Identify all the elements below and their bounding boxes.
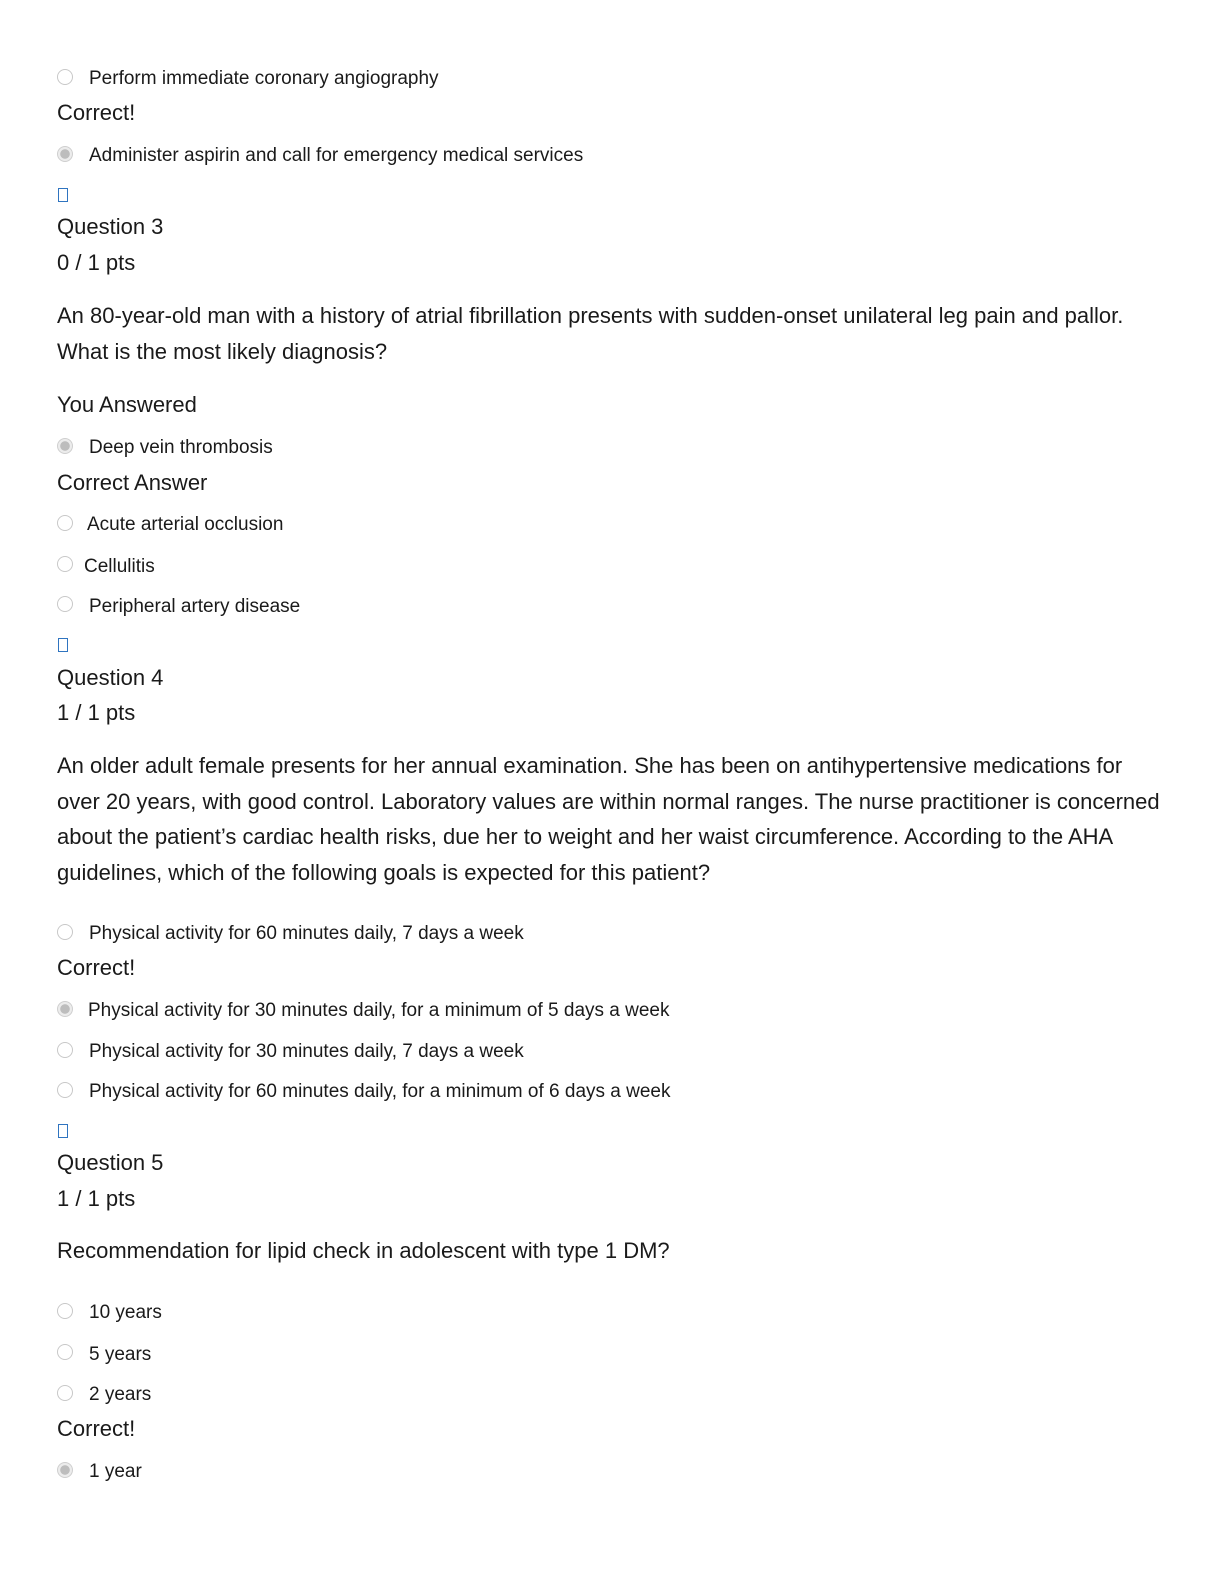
q2-option-2-radio[interactable] <box>57 146 73 162</box>
q4-flag-icon[interactable] <box>58 638 68 652</box>
q3-option-2-label: Acute arterial occlusion <box>87 514 284 535</box>
q4-points: 1 / 1 pts <box>57 700 136 725</box>
q3-flag-icon[interactable] <box>58 188 68 202</box>
q5-option-2-label: 5 years <box>89 1344 152 1365</box>
q3-points: 0 / 1 pts <box>57 250 136 275</box>
q5-option-1-label: 10 years <box>89 1302 162 1323</box>
q4-option-4-label: Physical activity for 60 minutes daily, for a minimum of 6 days a week <box>89 1081 671 1102</box>
q5-option-2-radio[interactable] <box>57 1344 73 1360</box>
q2-option-2-label: Administer aspirin and call for emergency medical services <box>89 145 584 166</box>
q3-option-1-label: Deep vein thrombosis <box>89 437 273 458</box>
q3-option-4-radio[interactable] <box>57 596 73 612</box>
q4-correct-label: Correct! <box>57 955 136 980</box>
q5-option-4-label: 1 year <box>89 1461 142 1482</box>
q4-option-3-radio[interactable] <box>57 1042 73 1058</box>
q2-option-1-label: Perform immediate coronary angiography <box>89 68 439 89</box>
q4-title: Question 4 <box>57 665 164 690</box>
q3-correct-answer-label: Correct Answer <box>57 470 208 495</box>
q5-flag-icon[interactable] <box>58 1124 68 1138</box>
q4-option-4-radio[interactable] <box>57 1082 73 1098</box>
q4-option-2-radio[interactable] <box>57 1001 73 1017</box>
q3-option-2-radio[interactable] <box>57 515 73 531</box>
q3-option-3-label: Cellulitis <box>84 556 155 577</box>
q3-option-3-radio[interactable] <box>57 556 73 572</box>
q3-you-answered-label: You Answered <box>57 392 197 417</box>
q5-option-3-label: 2 years <box>89 1384 152 1405</box>
q2-option-1-radio[interactable] <box>57 69 73 85</box>
q5-points: 1 / 1 pts <box>57 1186 136 1211</box>
q4-option-3-label: Physical activity for 30 minutes daily, 7 days a week <box>89 1041 524 1062</box>
q2-correct-label: Correct! <box>57 100 136 125</box>
q4-option-1-label: Physical activity for 60 minutes daily, 7 days a week <box>89 923 524 944</box>
q5-option-3-radio[interactable] <box>57 1385 73 1401</box>
q3-title: Question 3 <box>57 214 164 239</box>
q4-option-1-radio[interactable] <box>57 924 73 940</box>
q4-option-2-label: Physical activity for 30 minutes daily, for a minimum of 5 days a week <box>88 1000 670 1021</box>
q5-question-text: Recommendation for lipid check in adolescent with type 1 DM? <box>57 1238 670 1263</box>
q5-title: Question 5 <box>57 1150 164 1175</box>
q3-question-text: An 80-year-old man with a history of atrial fibrillation presents with sudden-onset unilateral leg pain and pallor. What is the most likely diagnosis? <box>57 303 1124 364</box>
q3-option-1-radio[interactable] <box>57 438 73 454</box>
q5-correct-label: Correct! <box>57 1416 136 1441</box>
q5-option-4-radio[interactable] <box>57 1462 73 1478</box>
q4-question-text: An older adult female presents for her annual examination. She has been on antihypertensive medications for over 20 years, with good control. Laboratory values are within normal ranges. The nurse practitioner is concerned about the patient’s cardiac health risks, due her to weight and her waist circumference. According to the AHA guidelines, which of the following goals is expected for this patient? <box>57 753 1160 885</box>
q3-option-4-label: Peripheral artery disease <box>89 596 301 617</box>
q5-option-1-radio[interactable] <box>57 1303 73 1319</box>
